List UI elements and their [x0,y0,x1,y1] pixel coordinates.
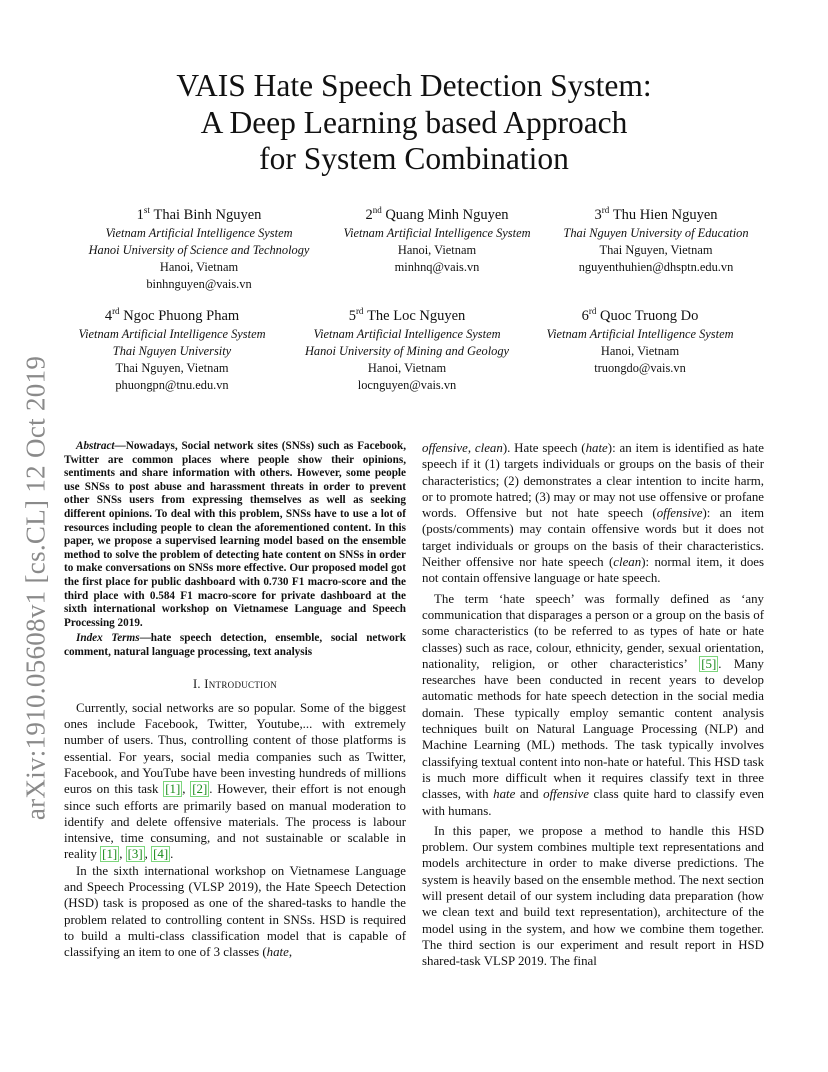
arxiv-identifier: arXiv:1910.05608v1 [cs.CL] 12 Oct 2019 [20,355,51,821]
author-block: 4rd Ngoc Phuong Pham Vietnam Artificial Intelligence System Thai Nguyen University Thai Nguyen, Vietnam phuongpn@tnu.edu.vn [37,301,307,394]
paper-title [0,68,828,178]
index-terms: Index Terms—hate speech detection, ensemble, social network comment, natural language processing, text analysis [64,632,406,658]
author-name: Quang Minh Nguyen [385,206,509,223]
abstract: Abstract—Nowadays, Social network sites (SNSs) such as Facebook, Twitter are common places where people show their opinions, sentiments and share information with others. However, some people use SNSs to post abuse and harassment threats in order to prevent other SNSs users from expressing themselves as well as seeking different opinions. To deal with this problem, SNSs have to use a lot of resources including people to clean the aforementioned content. In this paper, we propose a supervised learning model based on the ensemble method to solve the problem of detecting hate content on SNSs in order to make conversations on SNSs more effective. Our proposed model got the first place for public dashboard with 0.730 F1 macro-score and the third place with 0.584 F1 macro-score for private dashboard at the sixth international workshop on Vietnamese Language and Speech Processing 2019. [64,440,406,629]
paragraph: Currently, social networks are so popular. Some of the biggest ones include Facebook, Twitter, Youtube,... with extremely number of users. Thus, controlling content of those platforms is essential. For years, social media companies such as Twitter, Facebook, and YouTube have been investing hundreds of millions euros on this task [1] , [2] . However, their effort is not enough since such efforts are primarily based on manual moderation to identify and delete offensive materials. The process is labour intensive, time consuming, and not sustainable or scalable in reality [1] , [3] , [4] . [64,700,406,862]
author-block: 3rd Thu Hien Nguyen Thai Nguyen University of Education Thai Nguyen, Vietnam nguyenthuhien@dhsptn.edu.vn [521,200,791,276]
author-block: 2nd Quang Minh Nguyen Vietnam Artificial Intelligence System Hanoi, Vietnam minhnq@vais.vn [302,200,572,276]
title-line: A Deep Learning based Approach [200,104,628,140]
author-name: Ngoc Phuong Pham [123,307,240,324]
author-name: The Loc Nguyen [367,307,466,324]
citation-link[interactable]: [1] [165,782,181,797]
citation-link[interactable]: [5] [701,656,717,671]
citation-link[interactable]: [1] [102,847,118,862]
citation-link[interactable]: [3] [127,847,143,862]
author-name: Quoc Truong Do [600,307,699,324]
title-line: for System Combination [259,141,569,176]
citation-link[interactable]: [4] [153,847,169,862]
paragraph: In the sixth international workshop on Vietnamese Language and Speech Processing (VLSP 2019), the Hate Speech Detection (HSD) task is proposed as one of the shared-tasks to handle the problem related to controlling content in SNSs. HSD is required to build a multi-class classification model that is capable of classifying an item to one of 3 classes (hate, [64,863,406,960]
title-line: VAIS Hate Speech Detection System: [176,68,652,103]
citation-link[interactable]: [2] [192,782,208,797]
author-block: 6rd Quoc Truong Do Vietnam Artificial Intelligence System Hanoi, Vietnam truongdo@vais.vn [505,301,775,377]
left-column [64,440,406,961]
author-email: locnguyen@vais.vn [357,377,457,392]
author-email: truongdo@vais.vn [594,360,686,375]
author-name: Thai Binh Nguyen [153,206,262,223]
author-email: minhnq@vais.vn [394,259,480,274]
author-email: binhnguyen@vais.vn [146,276,252,291]
paragraph: The term ‘hate speech’ was formally defined as ‘any communication that disparages a person or a group on the basis of some characteristics (to be referred to as types of hate or hate classes) such as race, colour, ethnicity, gender, sexual orientation, nationality, religion, or other characteristics’ [5] . Many researches have been conducted in recent years to develop automatic methods for hate speech detection in the social media domain. These typically employ semantic content analysis techniques built on Natural Language Processing (NLP) and Machine Learning (ML) methods. The task typically involves classifying textual content into non-hate or hateful. This HSD task is much more difficult when it requires classify text in three classes, with hate and offensive class quite hard to classify even with humans. [422,591,765,818]
author-block: 1st Thai Binh Nguyen Vietnam Artificial Intelligence System Hanoi University of Science and Technology Hanoi, Vietnam binhnguyen@vais.vn [64,200,334,293]
author-block: 5rd The Loc Nguyen Vietnam Artificial Intelligence System Hanoi University of Mining and Geology Hanoi, Vietnam locnguyen@vais.vn [272,301,542,394]
section-heading: I. Introduction [192,676,278,691]
author-email: phuongpn@tnu.edu.vn [115,377,229,392]
paragraph: In this paper, we propose a method to handle this HSD problem. Our system combines multiple text representations and models architecture in order to make diverse predictions. The system is heavily based on the ensemble method. The next section will present detail of our system including data preparation (how we clean text and build text representation), architecture of the model using in the system, and how we combine them together. The third section is our experiment and result report in HSD shared-task VLSP 2019. The final [422,823,764,969]
paragraph: offensive, clean). Hate speech (hate): an item is identified as hate speech if it (1) targets individuals or groups on the basis of their characteristics; (2) demonstrates a clear intention to incite harm, or to promote hatred; (3) may or may not use offensive or profane words. Offensive but not hate speech (offensive): an item (posts/comments) may contain offensive words but it does not target individuals or groups on the basis of their characteristics. Neither offensive nor hate speech (clean): normal item, it does not contain offensive language or hate speech. [422,441,765,586]
author-name: Thu Hien Nguyen [612,206,718,223]
author-email: nguyenthuhien@dhsptn.edu.vn [578,259,734,274]
right-column [422,440,764,970]
